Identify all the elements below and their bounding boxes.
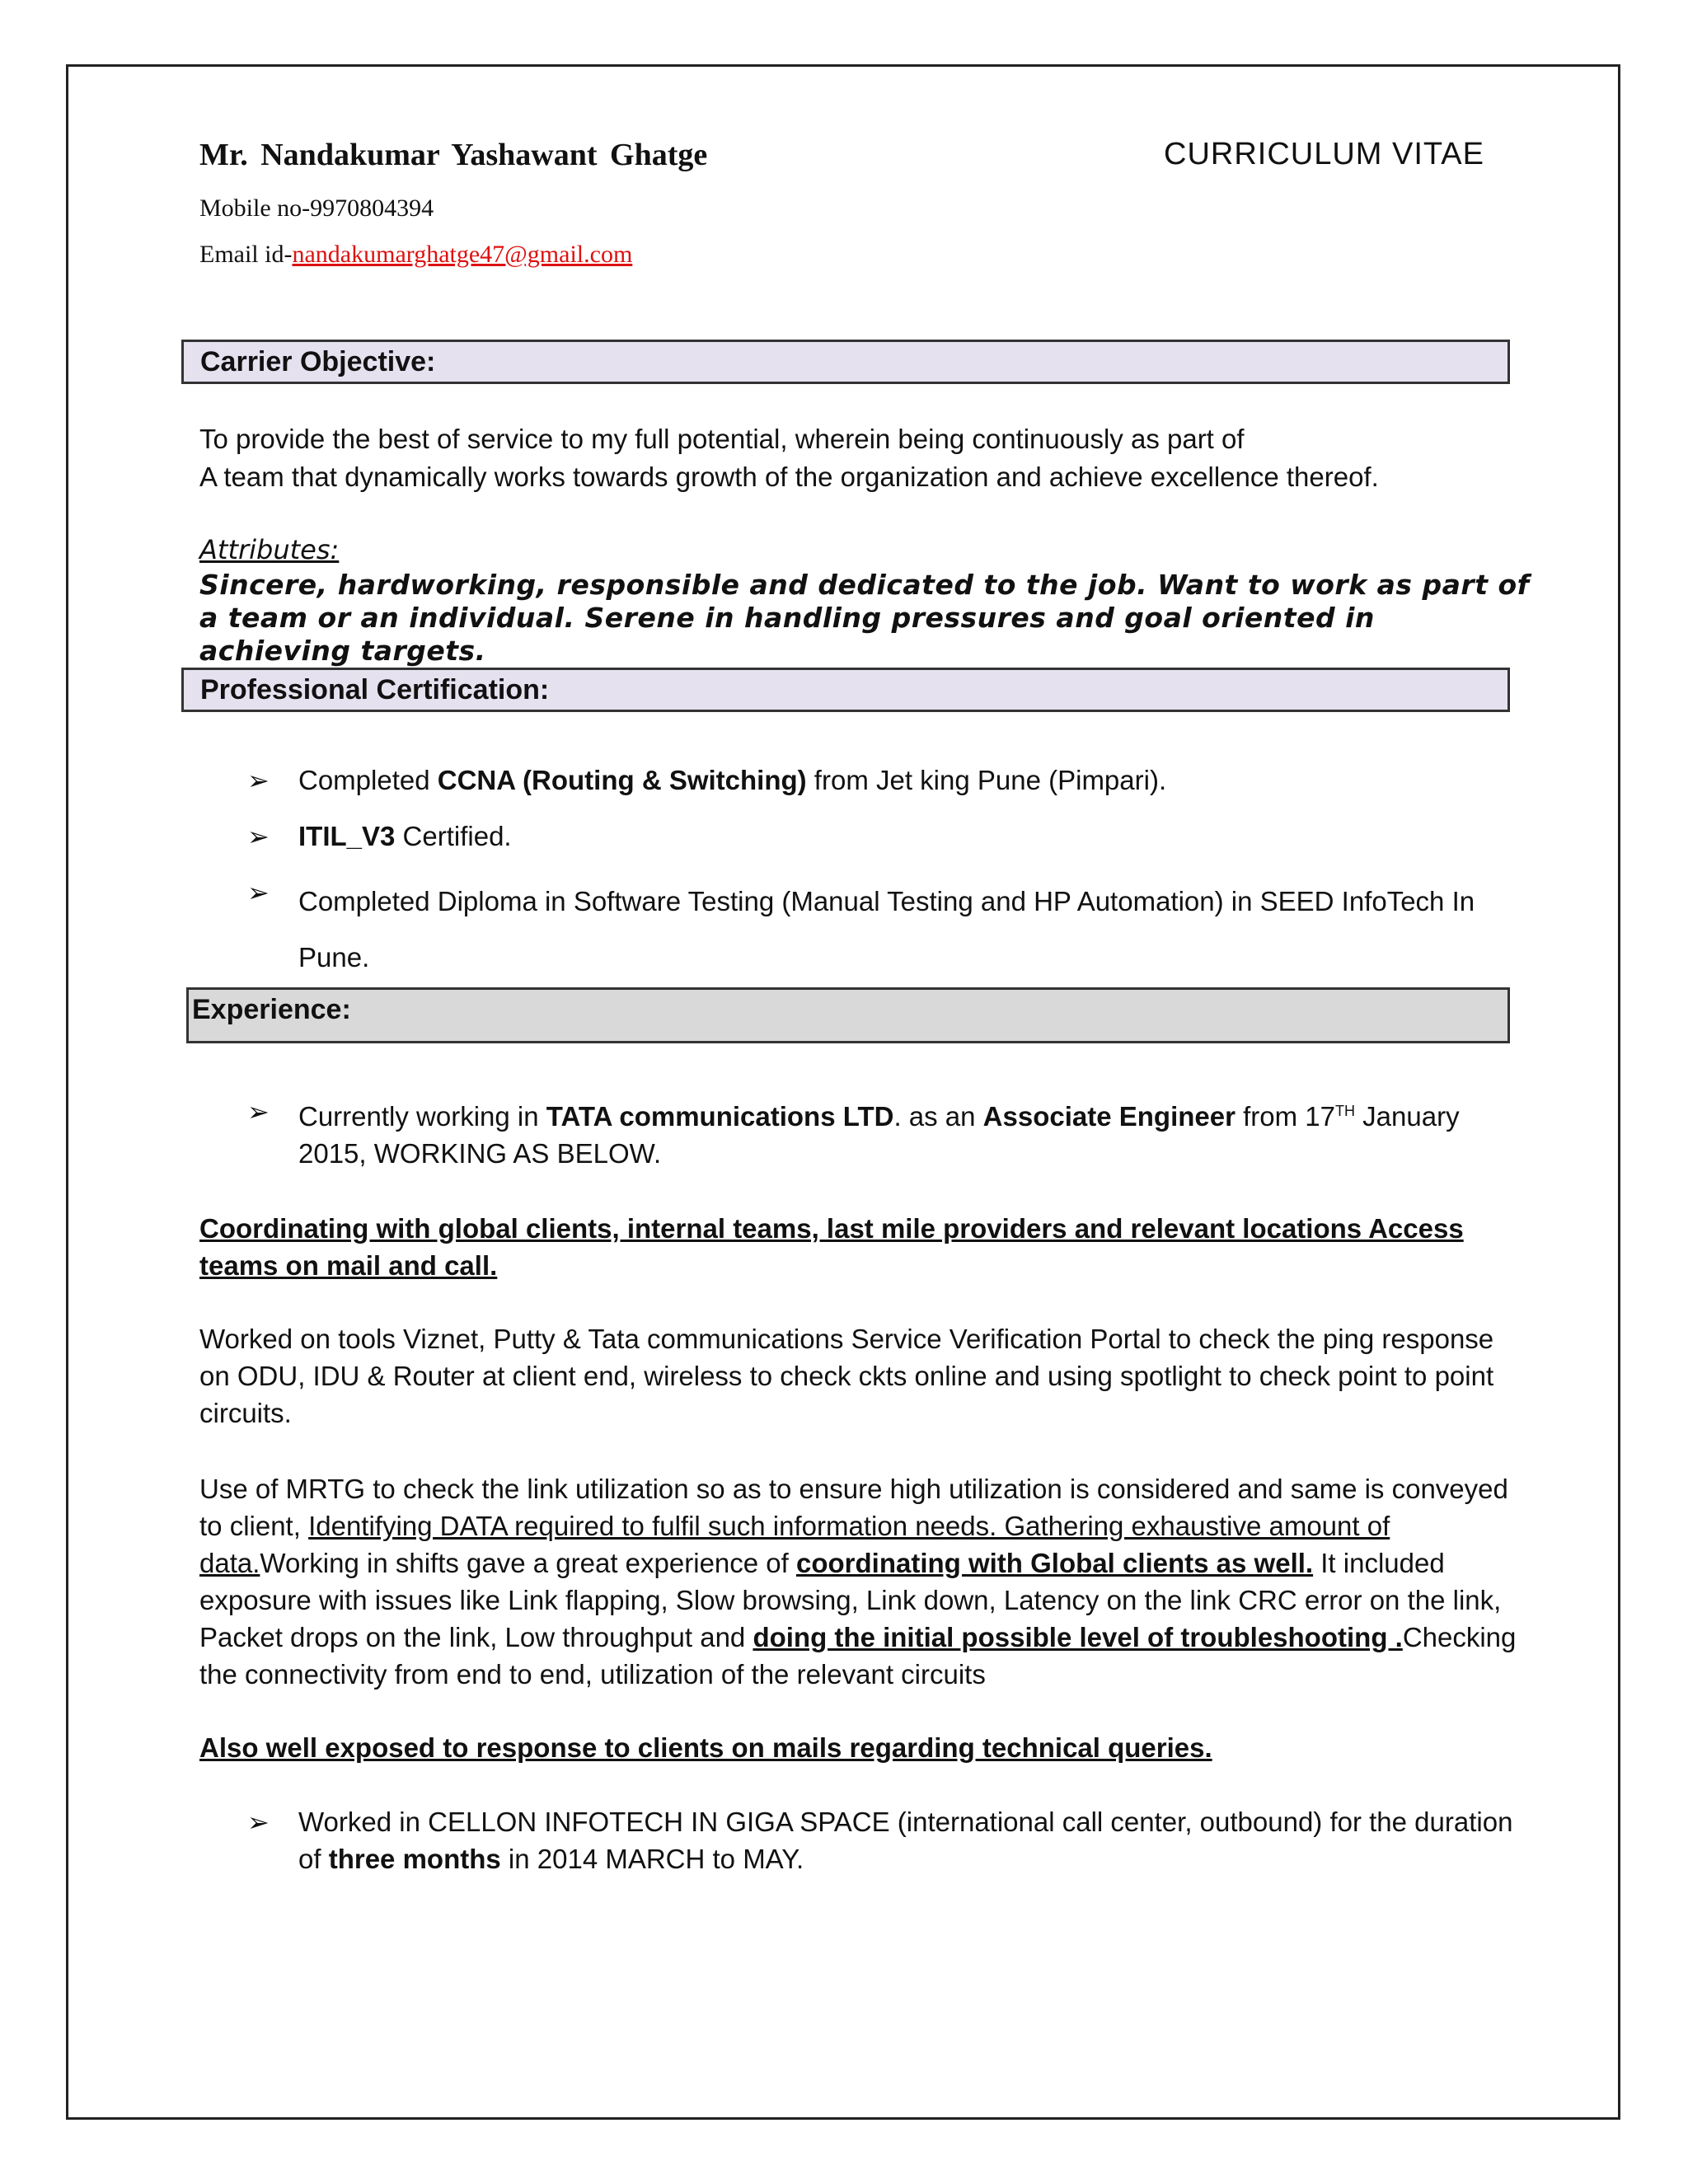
experience-item-1: Currently working in TATA communications LTD. as an Associate Engineer from 17TH January 2015, WORKING AS BELOW. [298,1101,1460,1169]
bullet-icon: ➢ [247,1807,270,1837]
exposure-heading: Also well exposed to response to clients on mails regarding technical queries. [199,1732,1212,1763]
attributes-text: Sincere, hardworking, responsible and dedicated to the job. Want to work as part of a team or an individual. Serene in handling pressures and goal oriented in achieving targets. [199,569,1530,667]
candidate-name: Mr. Nandakumar Yashawant Ghatge [199,138,708,172]
mrtg-paragraph: Use of MRTG to check the link utilization so as to ensure high utilization is considered and same is conveyed to client, Identifying DATA required to fulfil such information needs. Gathering exhaustive amount of data.Working in shifts gave a great experience of coordinating with Global clients as well. It included exposure with issues like Link flapping, Slow browsing, Link down, Latency on the link CRC error on the link, Packet drops on the link, Low throughput and doing the initial possible level of troubleshooting .Checking the connectivity from end to end, utilization of the relevant circuits [199,1474,1517,1690]
certification-item-1: Completed CCNA (Routing & Switching) from Jet king Pune (Pimpari). [298,765,1167,795]
certification-item-3: Completed Diploma in Software Testing (Manual Testing and HP Automation) in SEED InfoTech In Pune. [298,886,1475,972]
objective-line-1: To provide the best of service to my full potential, wherein being continuously as part of [199,424,1245,454]
email-link[interactable]: nandakumarghatge47@gmail.com [292,241,633,268]
certification-heading: Professional Certification: [181,668,1510,712]
mobile-number: 9970804394 [310,194,434,222]
bullet-icon: ➢ [247,878,270,907]
experience-heading: Experience: [186,987,1510,1043]
mobile-label: Mobile no- [199,194,311,222]
email-label: Email id- [199,241,293,268]
tools-paragraph: Worked on tools Viznet, Putty & Tata communications Service Verification Portal to check the ping response on ODU, IDU & Router at client end, wireless to check ckts online and using spotlight to check point to point circuits. [199,1324,1494,1428]
bullet-icon: ➢ [247,766,270,795]
attributes-label: Attributes: [199,534,340,565]
email-line [199,241,632,269]
bullet-icon: ➢ [247,822,270,851]
document-title: CURRICULUM VITAE [1164,137,1484,171]
objective-line-2: A team that dynamically works towards growth of the organization and achieve excellence thereof. [199,462,1379,492]
objective-heading: Carrier Objective: [181,340,1510,384]
bullet-icon: ➢ [247,1097,270,1127]
coordination-heading: Coordinating with global clients, internal teams, last mile providers and relevant locations Access teams on mail and call. [199,1213,1464,1281]
certification-item-2: ITIL_V3 Certified. [298,821,512,851]
experience-item-2: Worked in CELLON INFOTECH IN GIGA SPACE (international call center, outbound) for the duration of three months in 2014 MARCH to MAY. [298,1807,1513,1874]
mobile-line [199,194,434,223]
